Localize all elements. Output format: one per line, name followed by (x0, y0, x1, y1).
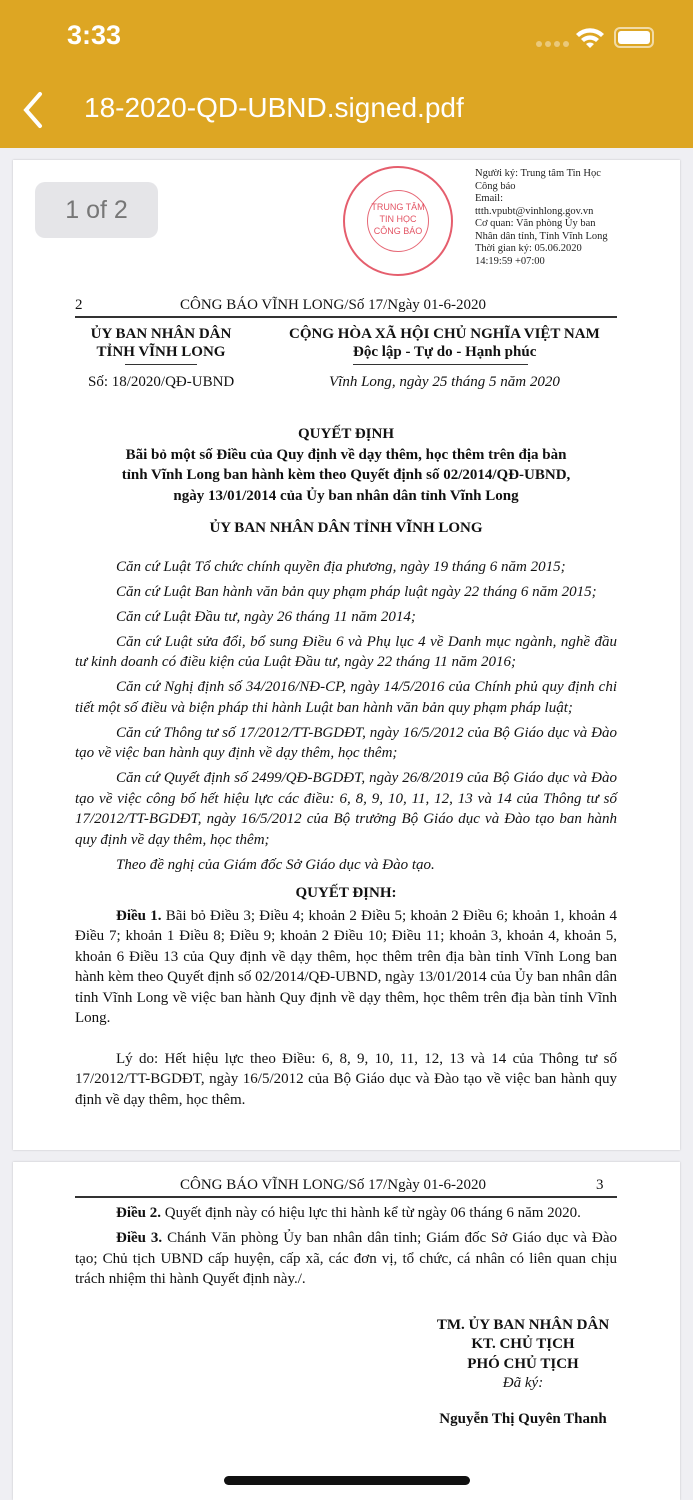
org-name: ỦY BAN NHÂN DÂN (90, 326, 232, 342)
issuing-authority: ỦY BAN NHÂN DÂN TỈNH VĨNH LONG (209, 520, 483, 536)
wifi-icon (575, 26, 605, 50)
subject-line: ngày 13/01/2014 của Ủy ban nhân dân tỉnh Vĩnh Long (173, 487, 519, 504)
decides-heading: QUYẾT ĐỊNH: (295, 885, 397, 901)
header-rule (75, 316, 617, 318)
page-indicator: 1 of 2 (35, 182, 158, 238)
stamp-text: TRUNG TÂM (371, 202, 425, 212)
legal-basis: Căn cứ Quyết định số 2499/QĐ-BGDĐT, ngày 26/8/2019 của Bộ Giáo dục và Đào tạo về việc công bố hết hiệu lực các điều: 6, 8, 9, 10, 11, 12, 13 và 14 của Thông tư số 17/2012/TT-BGDĐT, ngày 16/5/2012 của Bộ trưởng Bộ Giáo dục và Đào tạo ban hành quy định về dạy thêm, học thêm; (75, 770, 617, 848)
nation-name: CỘNG HÒA XÃ HỘI CHỦ NGHĨA VIỆT NAM (289, 326, 600, 342)
subject-line: tỉnh Vĩnh Long ban hành kèm theo Quyết định số 02/2014/QĐ-UBND, (121, 467, 571, 483)
page-number: 2 (75, 297, 83, 313)
signed-note: Đã ký: (502, 1375, 544, 1391)
legal-basis: Căn cứ Luật Ban hành văn bản quy phạm pháp luật ngày 22 tháng 6 năm 2015; (116, 583, 597, 600)
status-time: 3:33 (67, 20, 122, 50)
subject-line: Bãi bỏ một số Điều của Quy định về dạy thêm, học thêm trên địa bàn (125, 446, 567, 463)
gazette-header: CÔNG BÁO VĨNH LONG/Số 17/Ngày 01-6-2020 (180, 297, 486, 313)
home-indicator[interactable] (224, 1476, 470, 1485)
gazette-header: CÔNG BÁO VĨNH LONG/Số 17/Ngày 01-6-2020 (180, 1177, 486, 1193)
document-title: 18-2020-QD-UBND.signed.pdf (84, 92, 464, 123)
decision-title: QUYẾT ĐỊNH (298, 426, 394, 442)
pdf-page-1[interactable] (13, 160, 680, 1150)
sign-authority: TM. ỦY BAN NHÂN DÂN (436, 1316, 610, 1333)
page-2-content (75, 1203, 617, 1429)
cellular-signal-icon (536, 41, 569, 47)
sign-position: PHÓ CHỦ TỊCH (467, 1355, 579, 1372)
legal-basis: Căn cứ Luật sửa đổi, bổ sung Điều 6 và Phụ lục 4 về Danh mục ngành, nghề đầu tư kinh doanh có điều kiện của Luật Đầu tư, ngày 22 tháng 11 năm 2016; (75, 633, 617, 670)
header-rule (75, 1196, 617, 1198)
page-1-content (75, 424, 617, 1110)
place-date: Vĩnh Long, ngày 25 tháng 5 năm 2020 (329, 374, 560, 390)
motto-underline (353, 364, 528, 365)
navigation-bar (0, 0, 693, 148)
reason: Lý do: Hết hiệu lực theo Điều: 6, 8, 9, 10, 11, 12, 13 và 14 của Thông tư số 17/2012/TT-BGDĐT, ngày 16/5/2012 của Bộ Giáo dục và Đào tạo về việc ban hành quy định về dạy thêm, học thêm. (75, 1050, 617, 1108)
page-number: 3 (596, 1177, 604, 1193)
article-3: Điều 3. Chánh Văn phòng Ủy ban nhân dân tỉnh; Giám đốc Sở Giáo dục và Đào tạo; Chủ tịch UBND cấp huyện, cấp xã, các đơn vị, tổ chức, cá nhân có liên quan chịu trách nhiệm thi hành Quyết định này./. (75, 1230, 617, 1287)
nation-motto: Độc lập - Tự do - Hạnh phúc (353, 344, 537, 360)
legal-basis: Căn cứ Luật Tổ chức chính quyền địa phương, ngày 19 tháng 6 năm 2015; (116, 558, 566, 575)
stamp-text: TIN HỌC (379, 214, 417, 224)
back-button[interactable] (18, 90, 46, 137)
signer-name: Nguyễn Thị Quyên Thanh (439, 1410, 607, 1427)
sign-title: KT. CHỦ TỊCH (471, 1336, 575, 1352)
legal-basis: Căn cứ Thông tư số 17/2012/TT-BGDĐT, ngày 16/5/2012 của Bộ Giáo dục và Đào tạo về việc ban hành quy định về dạy thêm, học thêm; (75, 724, 617, 761)
legal-basis: Theo đề nghị của Giám đốc Sở Giáo dục và Đào tạo. (116, 856, 435, 873)
legal-basis: Căn cứ Luật Đầu tư, ngày 26 tháng 11 năm 2014; (116, 608, 416, 625)
official-stamp (343, 166, 453, 276)
chevron-left-icon (18, 90, 46, 130)
article-1: Điều 1. Bãi bỏ Điều 3; Điều 4; khoản 2 Điều 5; khoản 2 Điều 6; khoản 1, khoản 4 Điều 7; khoản 1 Điều 8; Điều 9; khoản 2 Điều 10; Điều 11; khoản 3, khoản 4, khoản 5, khoản 6 Điều 13 của Quy định về dạy thêm, học thêm trên địa bàn tỉnh Vĩnh Long ban hành kèm theo Quyết định số 02/2014/QĐ-UBND, ngày 13/01/2014 của Ủy ban nhân dân tỉnh Vĩnh Long về việc ban hành Quy định về dạy thêm, học thêm trên địa bàn tỉnh Vĩnh Long. (75, 907, 618, 1026)
legal-basis: Căn cứ Nghị định số 34/2016/NĐ-CP, ngày 14/5/2016 của Chính phủ quy định chi tiết một số điều và biện pháp thi hành Luật ban hành văn bản quy phạm pháp luật; (75, 679, 617, 716)
page-1-body (13, 282, 680, 1142)
pdf-page-2[interactable] (13, 1162, 680, 1500)
digital-signature-info: Người ký: Trung tâm Tin Học Công báo Email: ttth.vpubt@vinhlong.gov.vn Cơ quan: Văn phòng Ủy ban Nhân dân tỉnh, Tỉnh Vĩnh Long Thời gian ký: 05.06.2020 14:19:59 +07:00 (475, 168, 608, 267)
document-number: Số: 18/2020/QĐ-UBND (88, 374, 235, 390)
article-2: Điều 2. Quyết định này có hiệu lực thi hành kể từ ngày 06 tháng 6 năm 2020. (116, 1205, 581, 1221)
org-province: TỈNH VĨNH LONG (96, 344, 226, 360)
org-underline (125, 364, 197, 365)
battery-icon (614, 27, 654, 48)
stamp-text: CÔNG BÁO (373, 226, 423, 236)
signature-block (393, 1316, 653, 1430)
